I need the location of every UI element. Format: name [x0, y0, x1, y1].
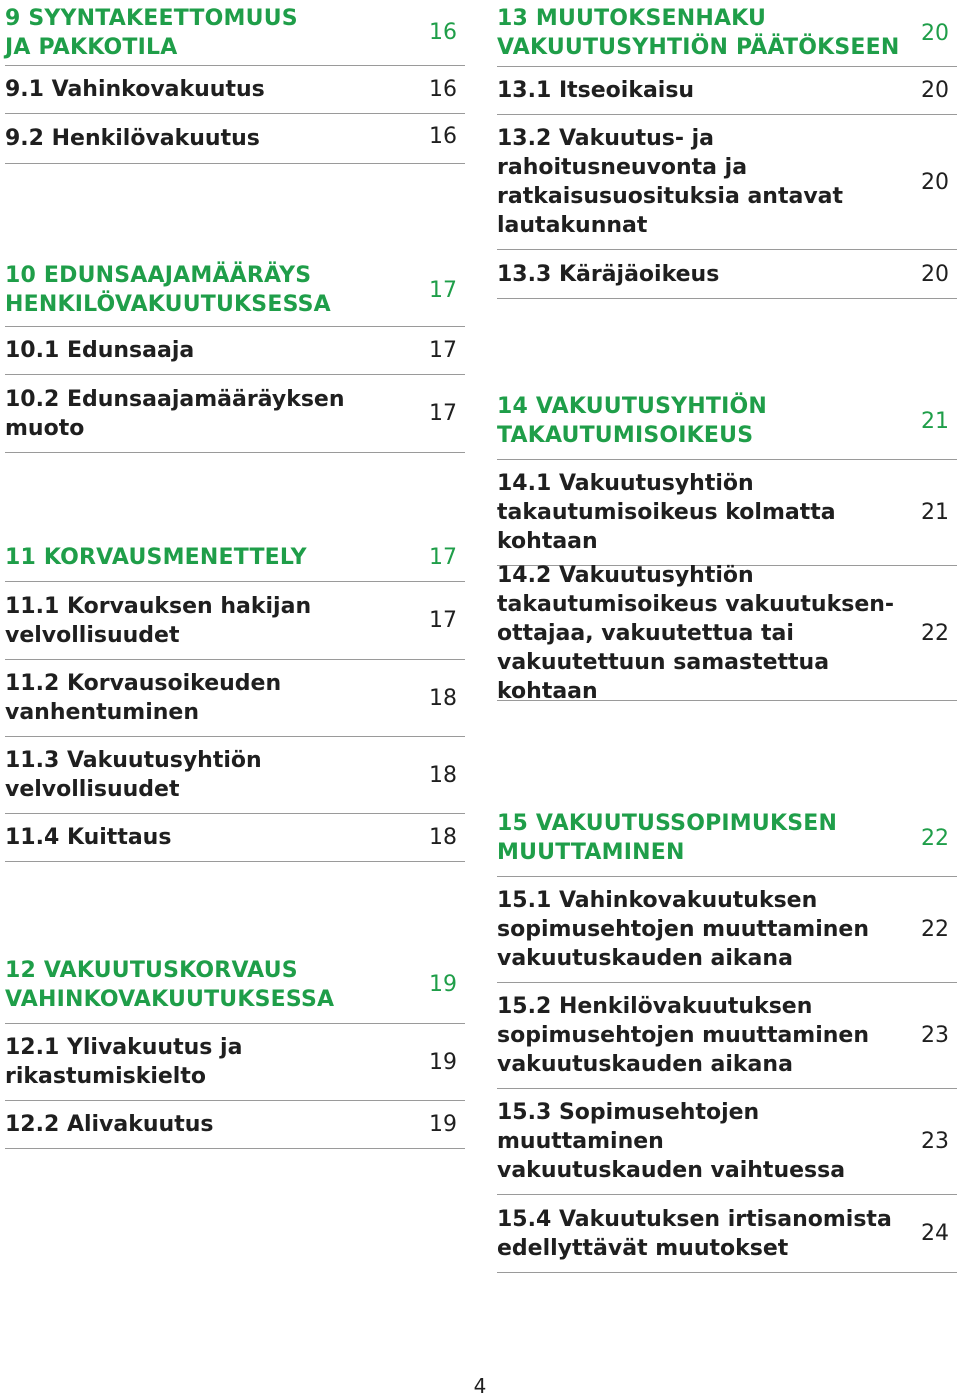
toc-entry-page: 17	[429, 277, 457, 303]
toc-entry-title: 15.3 Sopimusehtojen muuttaminen vakuutuskauden vaihtuessa	[497, 1100, 846, 1183]
toc-entry-page: 20	[921, 169, 949, 195]
toc-entry-page: 20	[921, 261, 949, 287]
toc-entry-title: 13.2 Vakuutus- ja rahoitusneuvonta ja ratkaisusuosituksia antavat lautakunnat	[497, 126, 844, 238]
toc-entry-page: 20	[921, 78, 949, 103]
page-number: 4	[473, 1374, 487, 1398]
toc-entry-page: 17	[429, 608, 457, 633]
toc-entry[interactable]	[497, 115, 957, 250]
toc-entry-title: 10.1 Edunsaaja	[5, 338, 195, 363]
toc-heading[interactable]	[497, 800, 957, 877]
toc-entry[interactable]	[5, 327, 465, 375]
toc-entry[interactable]	[5, 375, 465, 453]
toc-entry[interactable]	[5, 114, 465, 164]
toc-entry-page: 22	[921, 917, 949, 942]
toc-entry[interactable]	[497, 877, 957, 983]
toc-entry-title: 11.3 Vakuutusyhtiön velvollisuudet	[5, 748, 262, 802]
toc-entry[interactable]	[5, 66, 465, 114]
toc-entry-title: 11.4 Kuittaus	[5, 825, 172, 850]
toc-entry[interactable]	[5, 582, 465, 660]
toc-entry-page: 17	[429, 401, 457, 426]
toc-entry-page: 17	[429, 338, 457, 363]
toc-entry-page: 16	[429, 20, 457, 45]
toc-entry-title: 12 VAKUUTUSKORVAUS VAHINKOVAKUUTUKSESSA	[5, 957, 335, 1012]
toc-entry-page: 22	[921, 620, 949, 646]
toc-entry-title: 11.1 Korvauksen hakijan velvollisuudet	[5, 593, 312, 648]
toc-entry[interactable]	[497, 983, 957, 1089]
toc-entry[interactable]	[497, 460, 957, 566]
toc-entry[interactable]	[5, 660, 465, 737]
toc-entry[interactable]	[497, 250, 957, 299]
toc-entry-title: 9 SYYNTAKEETTOMUUS JA PAKKOTILA	[5, 5, 298, 60]
toc-entry-page: 20	[921, 20, 949, 46]
toc-entry-title: 13 MUUTOKSENHAKU VAKUUTUSYHTIÖN PÄÄTÖKSEEN	[497, 6, 900, 60]
toc-entry-page: 18	[429, 825, 457, 850]
toc-entry-title: 11.2 Korvausoikeuden vanhentuminen	[5, 671, 282, 725]
toc-entry[interactable]	[497, 562, 957, 704]
toc-entry-title: 13.3 Käräjäoikeus	[497, 261, 720, 287]
toc-entry-title: 14 VAKUUTUSYHTIÖN TAKAUTUMISOIKEUS	[497, 394, 767, 448]
toc-entry-page: 18	[429, 685, 457, 711]
toc-entry[interactable]	[497, 1089, 957, 1195]
toc-entry-title: 13.1 Itseoikaisu	[497, 78, 695, 103]
toc-entry-title: 11 KORVAUSMENETTELY	[5, 545, 307, 570]
toc-entry-page: 19	[429, 1112, 457, 1137]
toc-heading[interactable]	[5, 946, 465, 1024]
toc-entry[interactable]	[5, 1024, 465, 1101]
toc-entry-title: 15.4 Vakuutuksen irtisanomista edellyttävät muutokset	[497, 1206, 892, 1261]
toc-entry-page: 24	[921, 1221, 949, 1246]
toc-entry-title: 12.2 Alivakuutus	[5, 1112, 214, 1137]
toc-entry-title: 10.2 Edunsaajamääräyksen muoto	[5, 386, 345, 441]
toc-heading[interactable]	[497, 0, 957, 67]
toc-entry-title: 15 VAKUUTUSSOPIMUKSEN MUUTTAMINEN	[497, 811, 838, 865]
toc-entry-title: 9.1 Vahinkovakuutus	[5, 77, 265, 102]
toc-heading[interactable]	[5, 0, 465, 66]
toc-entry-title: 14.1 Vakuutusyhtiön takautumisoikeus kolmatta kohtaan	[497, 471, 836, 554]
toc-entry-page: 16	[429, 77, 457, 102]
toc-entry-title: 14.2 Vakuutusyhtiön takautumisoikeus vakuutuksen- ottajaa, vakuutettua tai vakuutettuun samastettua kohtaan	[497, 562, 895, 704]
toc-entry-title: 9.2 Henkilövakuutus	[5, 126, 260, 151]
toc-entry-page: 21	[921, 408, 949, 434]
toc-entry-page: 23	[921, 1129, 949, 1154]
toc-entry-page: 23	[921, 1023, 949, 1048]
toc-entry-page: 18	[429, 762, 457, 788]
toc-heading[interactable]	[497, 383, 957, 460]
toc-entry-page: 21	[921, 500, 949, 525]
toc-entry-title: 10 EDUNSAAJAMÄÄRÄYS HENKILÖVAKUUTUKSESSA	[5, 263, 331, 317]
toc-entry-page: 22	[921, 825, 949, 851]
toc-entry-page: 19	[429, 1049, 457, 1075]
toc-entry-title: 15.2 Henkilövakuutuksen sopimusehtojen muuttaminen vakuutuskauden aikana	[497, 994, 870, 1077]
toc-entry[interactable]	[5, 814, 465, 862]
toc-entry[interactable]	[5, 1101, 465, 1149]
toc-entry-title: 15.1 Vahinkovakuutuksen sopimusehtojen muuttaminen vakuutuskauden aikana	[497, 888, 870, 971]
toc-entry[interactable]	[497, 1195, 957, 1273]
toc-entry[interactable]	[5, 737, 465, 814]
toc-entry-page: 19	[429, 972, 457, 997]
toc-heading[interactable]	[5, 534, 465, 582]
toc-entry-page: 17	[429, 545, 457, 570]
toc-heading[interactable]	[5, 254, 465, 327]
toc-entry-title: 12.1 Ylivakuutus ja rikastumiskielto	[5, 1035, 243, 1089]
toc-entry-page: 16	[429, 124, 457, 149]
toc-entry[interactable]	[497, 67, 957, 115]
